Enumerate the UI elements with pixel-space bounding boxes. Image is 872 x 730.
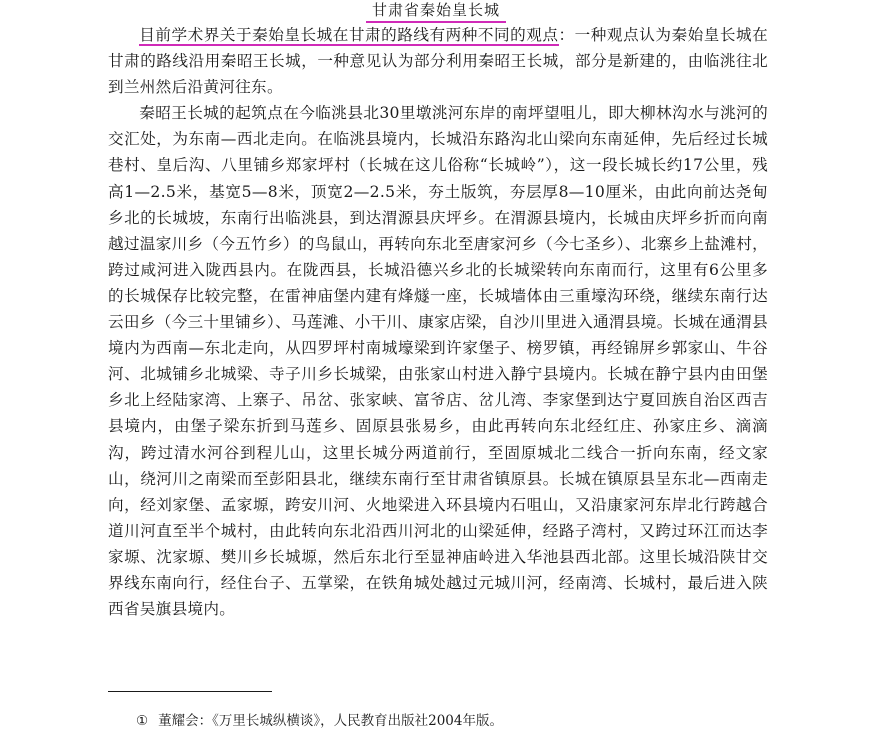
intro-rest: ：一种观点认为秦始皇长城在甘肃的路线沿用秦昭王长城，一种意见认为部分利用秦昭王长城，部分是新建的，由临洮往北到兰州然后沿黄河往东。 [108, 26, 768, 97]
paragraph-intro [108, 22, 768, 100]
footnote-marker: ① [136, 713, 149, 729]
footnote [136, 712, 503, 730]
paragraph-route: 秦昭王长城的起筑点在今临洮县北30里墩洮河东岸的南坪望咀儿，即大柳林沟水与洮河的交汇处，为东南—西北走向。在临洮县境内，长城沿东路沟北山梁向东南延伸，先后经过长城巷村、皇后沟、八里铺乡郑家坪村（长城在这儿俗称“长城岭”），这一段长城长约17公里，残高1—2.5米，基宽5—8米，顶宽2—2.5米，夯土版筑，夯层厚8—10厘米，由此向前达尧甸乡北的长城坡，东南行出临洮县，到达渭源县庆坪乡。在渭源县境内，长城由庆坪乡折而向南越过温家川乡（今五竹乡）的鸟鼠山，再转向东北至唐家河乡（今七圣乡）、北寨乡上盐滩村，跨过咸河进入陇西县内。在陇西县，长城沿德兴乡北的长城梁转向东南而行，这里有6公里多的长城保存比较完整，在雷神庙堡内建有烽燧一座，长城墙体由三重壕沟环绕，继续东南行达云田乡（今三十里铺乡）、马莲滩、小干川、康家店梁，自沙川里进入通渭县境。长城在通渭县境内为西南—东北走向，从四罗坪村南城壕梁到许家堡子、榜罗镇，再经锦屏乡郭家山、牛谷河、北城铺乡北城梁、寺子川乡长城梁，由张家山村进入静宁县境内。长城在静宁县内由田堡乡北上经陆家湾、上寨子、吊岔、张家峡、富爷店、岔儿湾、李家堡到达宁夏回族自治区西吉县境内，由堡子梁东折到马莲乡、固原县张易乡，由此再转向东北经红庄、孙家庄乡、滴滴沟，跨过清水河谷到程儿山，这里长城分两道前行，至固原城北二线合一折向东南，经文家山，绕河川之南梁而至彭阳县北，继续东南行至甘肃省镇原县。长城在镇原县呈东北—西南走向，经刘家堡、孟家塬，跨安川河、火地梁进入环县境内石咀山，又沿康家河东岸北行跨越合道川河直至半个城村，由此转向东北沿西川河北的山梁延伸，经路子湾村，又跨过环江而达李家塬、沈家塬、樊川乡长城塬，然后东北行至显神庙岭进入华池县西北部。这里长城沿陕甘交界线东南向行，经住台子、五掌梁，在铁角城处越过元城川河，经南湾、长城村，最后进入陕西省吴旗县境内。 [108, 104, 768, 619]
footnote-divider [108, 691, 272, 692]
footnote-text: 董耀会：《万里长城纵横谈》，人民教育出版社2004年版。 [158, 713, 503, 729]
highlighted-sentence: 目前学术界关于秦始皇长城在甘肃的路线有两种不同的观点 [139, 26, 559, 44]
section-title: 甘肃省秦始皇长城 [366, 0, 506, 23]
title-row [0, 0, 872, 22]
body-text [108, 22, 768, 622]
